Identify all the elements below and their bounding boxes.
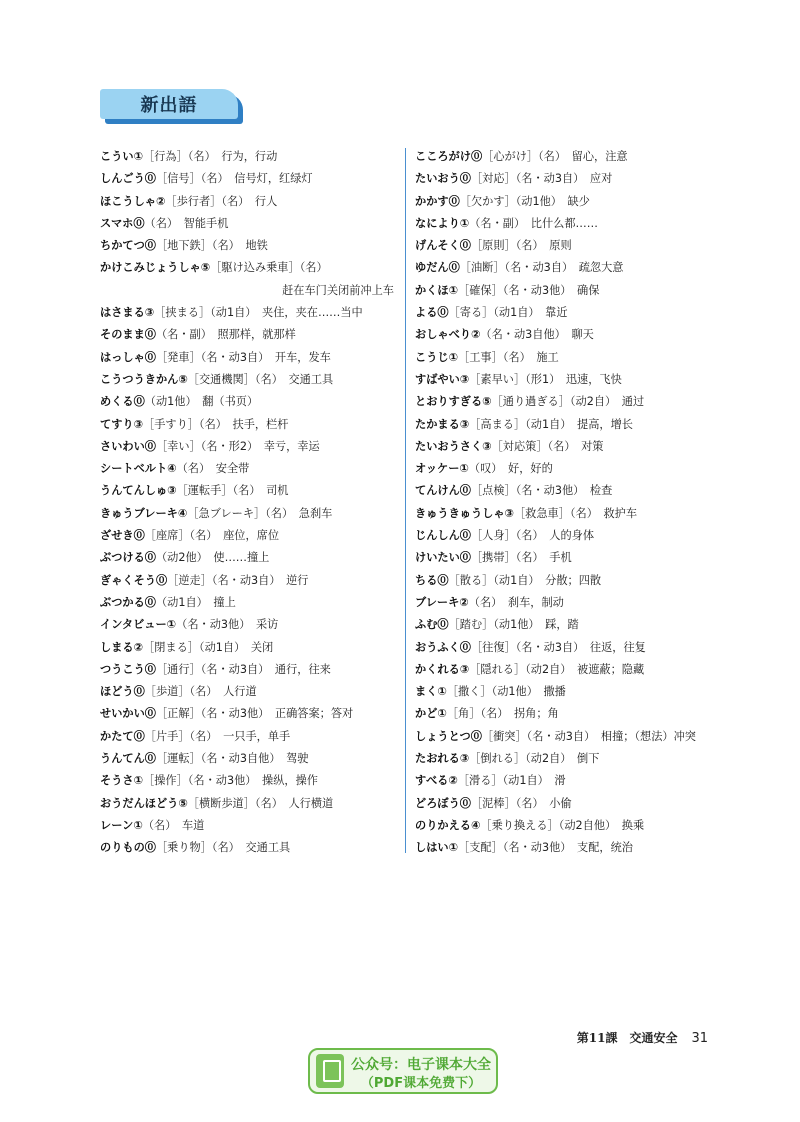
vocab-definition: ［対応］（名・动3自） 应对 [470, 172, 613, 186]
vocab-entry [100, 770, 400, 792]
vocab-entry [100, 168, 400, 190]
vocab-reading: しまる② [100, 640, 144, 654]
vocab-definition: ［横断歩道］（名） 人行横道 [187, 796, 334, 810]
vocab-definition: ［逆走］（名・动3自） 逆行 [167, 573, 309, 587]
vocab-reading: どろぼう⓪ [415, 796, 471, 810]
vocab-reading: たいおうさく③ [415, 439, 492, 453]
vocab-definition: ［携帯］（名） 手机 [470, 551, 572, 565]
vocab-entry [100, 748, 400, 770]
vocab-definition: ［操作］（名・动3他） 操纵，操作 [143, 774, 318, 788]
vocab-reading: げんそく⓪ [415, 239, 471, 253]
vocab-definition: ［泥棒］（名） 小偷 [470, 796, 572, 810]
vocab-definition: ［閉まる］（动1自） 关闭 [143, 640, 274, 654]
vocab-definition: ［通り過ぎる］（动2自） 通过 [491, 395, 645, 409]
vocab-definition: ［片手］（名） 一只手，单手 [144, 729, 291, 743]
vocab-definition: ［正解］（名・动3他） 正确答案；答对 [155, 707, 354, 721]
vocab-entry [415, 480, 715, 502]
vocab-entry [415, 391, 715, 413]
vocab-reading: てすり③ [100, 417, 144, 431]
vocab-entry [415, 146, 715, 168]
vocab-definition: ［寄る］（动1自） 靠近 [448, 306, 568, 320]
vocab-reading: ブレーキ② [415, 595, 469, 609]
vocab-definition: ［工事］（名） 施工 [458, 350, 559, 364]
vocab-definition: （名） 智能手机 [144, 216, 229, 230]
vocab-definition: ［人身］（名） 人的身体 [470, 529, 595, 543]
vocab-entry [415, 614, 715, 636]
vocab-definition: ［歩行者］（名） 行人 [165, 194, 278, 208]
vocab-definition: ［運転］（名・动3自他） 驾驶 [155, 752, 309, 766]
stamp-line-2: （PDF课本免费下） [360, 1076, 482, 1091]
vocab-entry [415, 793, 715, 815]
vocab-entry [100, 235, 400, 257]
vocab-entry [415, 369, 715, 391]
vocab-reading: かかす⓪ [415, 194, 460, 208]
vocab-definition: ［救急車］（名） 救护车 [513, 506, 638, 520]
vocab-entry [100, 681, 400, 703]
vocab-entry [415, 547, 715, 569]
vocab-reading: たいおう⓪ [415, 172, 471, 186]
vocab-definition: （叹） 好，好的 [468, 462, 553, 476]
vocab-reading: まく① [415, 685, 447, 699]
vocab-reading: すばやい③ [415, 372, 470, 386]
vocab-definition: ［地下鉄］（名） 地铁 [155, 239, 268, 253]
vocab-reading: うんてんしゅ③ [100, 484, 177, 498]
vocab-entry [415, 235, 715, 257]
vocab-entry [100, 659, 400, 681]
vocab-reading: シートベルト④ [100, 462, 177, 476]
vocab-entry [100, 191, 400, 213]
vocab-reading: たおれる③ [415, 752, 470, 766]
vocab-definition: ［素早い］（形1） 迅速，飞快 [469, 372, 622, 386]
vocab-entry [100, 815, 400, 837]
vocab-definition: ［交通機関］（名） 交通工具 [187, 372, 334, 386]
vocab-definition: ［心がけ］（名） 留心，注意 [482, 150, 628, 163]
vocab-entry [415, 280, 715, 302]
vocab-reading: そのまま⓪ [100, 328, 156, 342]
vocab-reading: ちる⓪ [415, 573, 449, 587]
vocab-entry [415, 748, 715, 770]
vocab-entry [100, 637, 400, 659]
vocab-entry [415, 659, 715, 681]
vocab-reading: てんけん⓪ [415, 484, 471, 498]
vocab-definition: ［踏む］（动1他） 踩，踏 [448, 618, 579, 632]
vocab-reading: うんてん⓪ [100, 752, 156, 766]
vocab-entry [100, 347, 400, 369]
vocab-entry [100, 436, 400, 458]
vocab-reading: かたて⓪ [100, 729, 145, 743]
vocab-reading: とおりすぎる⑤ [415, 395, 492, 409]
vocab-entry [415, 168, 715, 190]
vocab-entry [415, 302, 715, 324]
vocab-reading: オッケー① [415, 462, 469, 476]
vocab-reading: レーン① [100, 818, 143, 832]
vocab-definition: ［行為］（名） 行为，行动 [143, 150, 278, 163]
vocab-entry [415, 570, 715, 592]
vocab-entry [100, 458, 400, 480]
stamp-line-1: 公众号：电子课本大全 [351, 1057, 491, 1073]
vocab-definition: （名） 安全带 [176, 462, 250, 476]
vocab-reading: ぶつかる⓪ [100, 595, 156, 609]
vocab-reading: けいたい⓪ [415, 551, 471, 565]
vocab-entry [415, 347, 715, 369]
vocab-entry [415, 703, 715, 725]
vocab-reading: こうじ① [415, 350, 459, 364]
vocab-entry [100, 480, 400, 502]
section-title: 新出語 [100, 89, 238, 119]
vocab-entry [415, 414, 715, 436]
vocab-entry [100, 726, 400, 748]
vocab-definition: ［衝突］（名・动3自） 相撞；（想法）冲突 [481, 729, 696, 743]
vocab-definition: （名） 刹车，制动 [468, 595, 564, 609]
vocab-reading: しんごう⓪ [100, 172, 156, 186]
vocab-reading: のりもの⓪ [100, 841, 156, 855]
vocab-entry [415, 770, 715, 792]
vocab-definition: （名） 车道 [142, 818, 205, 832]
vocab-reading: せいかい⓪ [100, 707, 156, 721]
vocab-reading: ざせき⓪ [100, 529, 145, 543]
vocab-column-right [415, 146, 715, 860]
vocab-entry [415, 592, 715, 614]
vocab-definition: ［挟まる］（动1自） 夹住，夹在……当中 [154, 306, 363, 320]
column-divider [405, 148, 406, 853]
vocab-definition: ［隠れる］（动2自） 被遮蔽；隐藏 [469, 662, 645, 676]
vocab-reading: かど① [415, 707, 447, 721]
vocab-definition: ［倒れる］（动2自） 倒下 [469, 752, 600, 766]
vocab-definition: ［欠かす］（动1他） 缺少 [459, 194, 590, 208]
page-number: 31 [691, 1031, 708, 1046]
vocab-entry [100, 547, 400, 569]
vocab-entry [415, 726, 715, 748]
vocab-entry [100, 414, 400, 436]
vocab-entry [100, 525, 400, 547]
vocab-reading: ぎゃくそう⓪ [100, 573, 168, 587]
vocab-entry [100, 570, 400, 592]
vocab-entry [415, 681, 715, 703]
vocab-definition: ［確保］（名・动3他） 确保 [458, 283, 600, 297]
vocab-column-left [100, 146, 400, 860]
vocab-reading: ほどう⓪ [100, 685, 145, 699]
lesson-title: 第11課 交通安全 [576, 1031, 678, 1045]
vocab-entry [100, 837, 400, 859]
vocab-definition: ［通行］（名・动3自） 通行，往来 [155, 662, 331, 676]
vocab-definition: ［座席］（名） 座位，席位 [144, 529, 280, 543]
vocab-reading: おうだんほどう⑤ [100, 796, 188, 810]
vocab-definition: ［往復］（名・动3自） 往返，往复 [470, 640, 646, 654]
vocab-reading: よる⓪ [415, 306, 449, 320]
vocab-entry [100, 302, 400, 324]
vocab-entry [415, 213, 715, 235]
vocab-entry [415, 503, 715, 525]
vocab-definition: ［対応策］（名） 对策 [491, 439, 604, 453]
vocab-reading: こころがけ⓪ [415, 150, 483, 163]
vocab-definition: ［運転手］（名） 司机 [176, 484, 289, 498]
vocab-definition: （名・副） 照那样，就那样 [155, 328, 296, 342]
vocab-reading: きゅうブレーキ④ [100, 506, 188, 520]
vocab-definition: ［角］（名） 拐角；角 [446, 707, 559, 721]
vocab-entry [415, 815, 715, 837]
vocab-reading: そうさ① [100, 774, 144, 788]
vocab-definition: ［撒く］（动1他） 撒播 [446, 685, 566, 699]
vocab-definition: （动1自） 撞上 [155, 595, 236, 609]
vocab-entry [415, 525, 715, 547]
vocab-definition: （名・动3自他） 聊天 [480, 328, 594, 342]
vocab-entry [100, 703, 400, 725]
vocab-reading: こうつうきかん⑤ [100, 372, 188, 386]
vocab-reading: きゅうきゅうしゃ③ [415, 506, 514, 520]
watermark-stamp [308, 1048, 498, 1094]
vocab-definition: ［急ブレーキ］（名） 急刹车 [187, 506, 333, 520]
vocab-entry [100, 503, 400, 525]
vocab-definition: 赶在车门关闭前冲上车 [282, 283, 394, 297]
vocab-reading: ゆだん⓪ [415, 261, 460, 275]
vocab-definition: ［手すり］（名） 扶手，栏杆 [143, 417, 289, 431]
vocab-reading: じんしん⓪ [415, 529, 471, 543]
vocab-reading: のりかえる④ [415, 818, 481, 832]
vocab-reading: すべる② [415, 774, 458, 788]
vocab-reading: かけこみじょうしゃ⑤ [100, 261, 211, 275]
vocab-definition: ［乗り換える］（动2自他） 换乘 [480, 818, 645, 832]
vocab-entry [415, 458, 715, 480]
vocab-entry [100, 146, 400, 168]
book-logo-icon [316, 1054, 344, 1088]
vocab-definition: ［発車］（名・动3自） 开车，发车 [155, 350, 331, 364]
vocab-entry [415, 324, 715, 346]
vocab-definition: （名・副） 比什么都…… [469, 216, 598, 230]
vocab-definition: ［点検］（名・动3他） 检查 [470, 484, 613, 498]
vocab-reading: はさまる③ [100, 306, 155, 320]
vocab-reading: ふむ⓪ [415, 618, 449, 632]
vocab-definition: ［支配］（名・动3他） 支配，统治 [458, 841, 633, 855]
vocab-definition: ［信号］（名） 信号灯，红绿灯 [155, 172, 313, 186]
vocab-reading: なにより① [415, 216, 470, 230]
vocab-entry [100, 391, 400, 413]
vocab-reading: こうい① [100, 150, 144, 163]
vocab-entry [100, 369, 400, 391]
vocab-entry [415, 837, 715, 859]
vocab-definition: （动1他） 翻（书页） [144, 395, 259, 409]
vocab-reading: さいわい⓪ [100, 439, 156, 453]
vocab-definition: ［散る］（动1自） 分散；四散 [448, 573, 602, 587]
vocab-entry [415, 257, 715, 279]
vocab-entry [100, 213, 400, 235]
vocab-reading: はっしゃ⓪ [100, 350, 156, 364]
vocab-entry [415, 637, 715, 659]
vocab-reading: しょうとつ⓪ [415, 729, 482, 743]
vocab-entry [100, 793, 400, 815]
vocab-definition: ［滑る］（动1自） 滑 [457, 774, 566, 788]
vocab-reading: おうふく⓪ [415, 640, 471, 654]
vocab-definition: ［高まる］（动1自） 提高，增长 [469, 417, 633, 431]
vocab-reading: インタビュー① [100, 618, 177, 632]
vocab-reading: めくる⓪ [100, 395, 145, 409]
vocab-entry [100, 257, 400, 279]
page-footer [577, 1029, 708, 1046]
vocab-definition: （名・动3他） 采访 [176, 618, 279, 632]
vocab-reading: ぶつける⓪ [100, 551, 156, 565]
vocab-reading: かくほ① [415, 283, 459, 297]
vocab-entry [100, 592, 400, 614]
vocab-reading: スマホ⓪ [100, 216, 145, 230]
section-title-box [100, 89, 242, 123]
vocab-entry [100, 614, 400, 636]
vocab-entry [100, 280, 400, 302]
vocab-definition: ［原則］（名） 原则 [470, 239, 572, 253]
vocab-definition: ［乗り物］（名） 交通工具 [155, 841, 291, 855]
vocab-entry [415, 191, 715, 213]
vocab-reading: ほこうしゃ② [100, 194, 166, 208]
vocab-reading: おしゃべり② [415, 328, 481, 342]
vocab-definition: ［歩道］（名） 人行道 [144, 685, 257, 699]
vocab-entry [100, 324, 400, 346]
vocab-reading: しはい① [415, 841, 459, 855]
vocab-definition: ［駆け込み乗車］（名） [210, 261, 328, 275]
vocab-reading: ちかてつ⓪ [100, 239, 156, 253]
vocab-definition: ［油断］（名・动3自） 疏忽大意 [459, 261, 624, 275]
vocab-reading: つうこう⓪ [100, 662, 156, 676]
vocab-reading: かくれる③ [415, 662, 470, 676]
vocab-entry [415, 436, 715, 458]
vocab-definition: ［幸い］（名・形2） 幸亏，幸运 [155, 439, 320, 453]
vocab-reading: たかまる③ [415, 417, 470, 431]
vocab-definition: （动2他） 使……撞上 [155, 551, 270, 565]
